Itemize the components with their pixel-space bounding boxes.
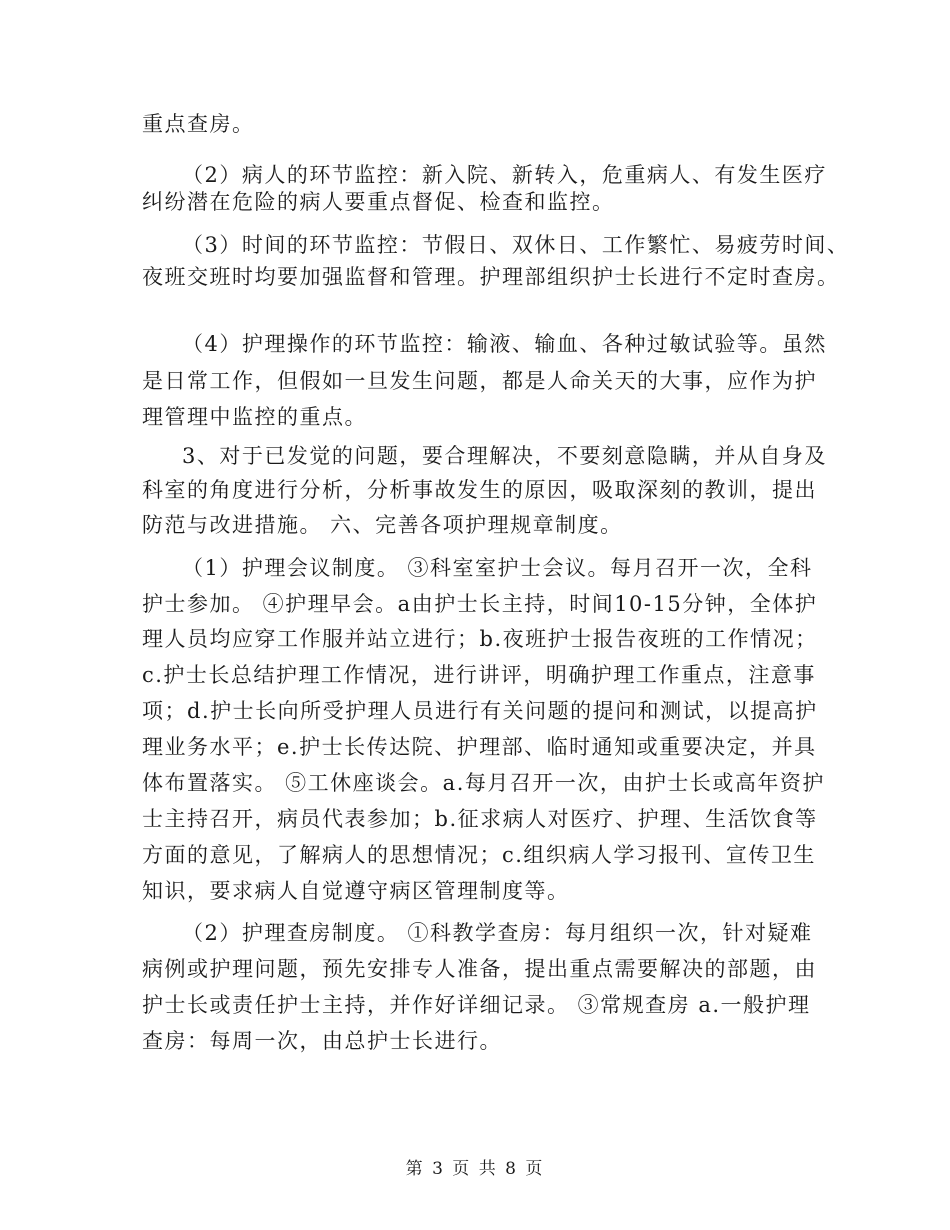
page-number: 第 3 页 共 8 页 bbox=[405, 1159, 545, 1179]
text-line: 方面的意见，了解病人的思想情况；c.组织病人学习报刊、宣传卫生 bbox=[142, 843, 816, 867]
text-line: 防范与改进措施。 六、完善各项护理规章制度。 bbox=[142, 513, 623, 537]
text-line: 理人员均应穿工作服并站立进行；b.夜班护士报告夜班的工作情况； bbox=[142, 627, 818, 651]
text-line: 理业务水平；e.护士长传达院、护理部、临时通知或重要决定，并具 bbox=[142, 735, 817, 759]
text-line: 查房：每周一次，由总护士长进行。 bbox=[142, 1029, 502, 1053]
text-line: 护士长或责任护士主持，并作好详细记录。 ③常规查房 a.一般护理 bbox=[142, 993, 811, 1017]
text-line: 重点查房。 bbox=[142, 112, 255, 136]
text-line: c.护士长总结护理工作情况，进行讲评，明确护理工作重点，注意事 bbox=[142, 663, 816, 687]
text-line: 纠纷潜在危险的病人要重点督促、检查和监控。 bbox=[142, 190, 615, 214]
text-line: 病例或护理问题，预先安排专人准备，提出重点需要解决的部题，由 bbox=[142, 957, 817, 981]
text-line: 体布置落实。 ⑤工休座谈会。a.每月召开一次，由护士长或高年资护 bbox=[142, 771, 825, 795]
text-line: 理管理中监控的重点。 bbox=[142, 405, 367, 429]
text-line: （2）病人的环节监控：新入院、新转入，危重病人、有发生医疗 bbox=[182, 163, 827, 187]
text-line: 是日常工作，但假如一旦发生问题，都是人命关天的大事，应作为护 bbox=[142, 369, 817, 393]
text-line: 夜班交班时均要加强监督和管理。护理部组织护士长进行不定时查房。 bbox=[142, 265, 840, 289]
text-line: 3、对于已发觉的问题，要合理解决，不要刻意隐瞒，并从自身及 bbox=[182, 444, 827, 468]
text-line: （4）护理操作的环节监控：输液、输血、各种过敏试验等。虽然 bbox=[182, 332, 827, 356]
text-line: （3）时间的环节监控：节假日、双休日、工作繁忙、易疲劳时间、 bbox=[182, 233, 850, 257]
text-line: 项；d.护士长向所受护理人员进行有关问题的提问和测试，以提高护 bbox=[142, 699, 818, 723]
text-line: （1）护理会议制度。 ③科室室护士会议。每月召开一次，全科 bbox=[182, 556, 813, 580]
text-line: 护士参加。 ④护理早会。a由护士长主持，时间10-15分钟，全体护 bbox=[142, 592, 818, 616]
text-line: 科室的角度进行分析，分析事故发生的原因，吸取深刻的教训，提出 bbox=[142, 478, 817, 502]
text-line: 知识，要求病人自觉遵守病区管理制度等。 bbox=[142, 879, 570, 903]
text-line: 士主持召开，病员代表参加；b.征求病人对医疗、护理、生活饮食等 bbox=[142, 807, 818, 831]
text-line: （2）护理查房制度。 ①科教学查房：每月组织一次，针对疑难 bbox=[182, 921, 813, 945]
